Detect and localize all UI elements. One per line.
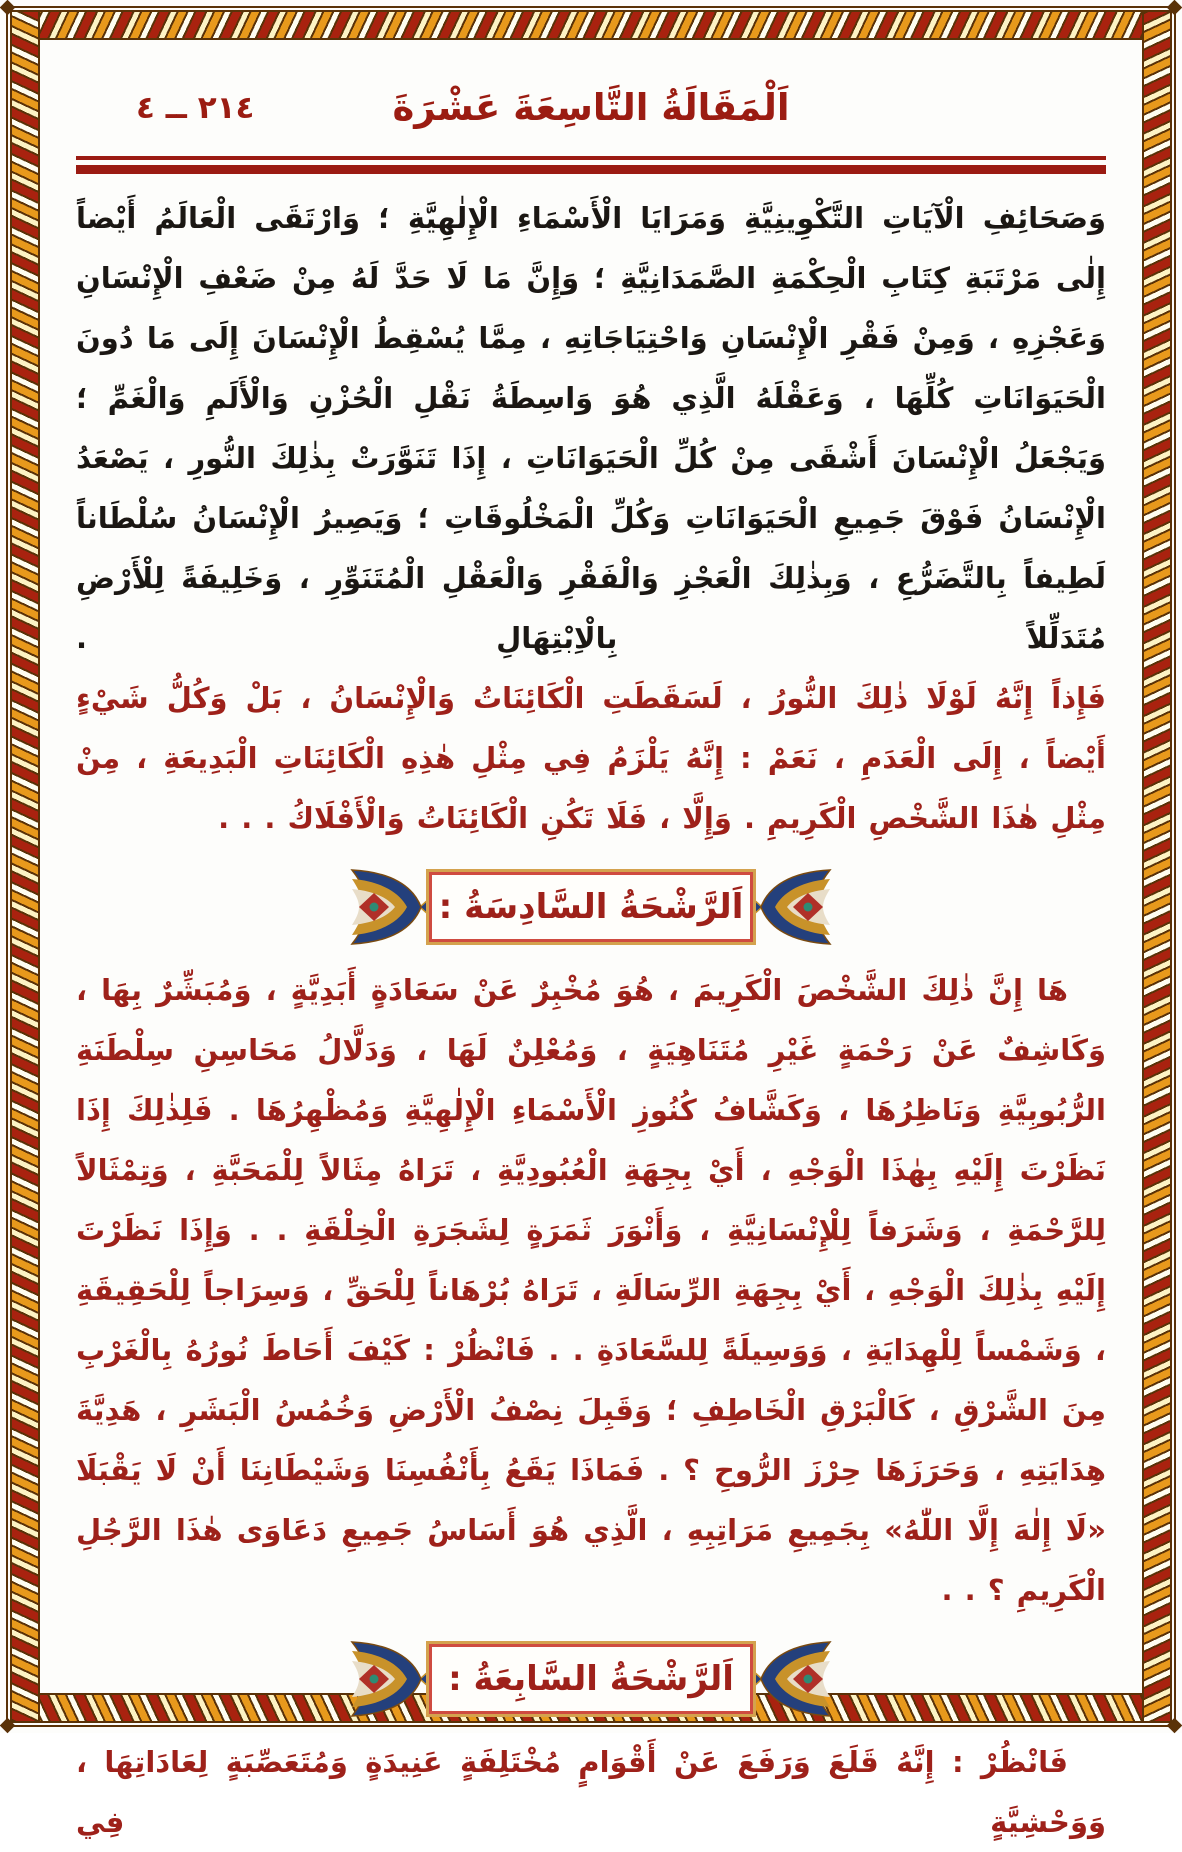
section-ornament-6	[351, 866, 831, 948]
chain-border-right-icon	[1142, 10, 1172, 1723]
header-rule-thick	[76, 165, 1106, 174]
page-title: اَلْمَقَالَةُ التَّاسِعَةَ عَشْرَةَ	[392, 86, 790, 129]
chain-border-top-icon	[10, 10, 1172, 40]
section-ornament-7	[351, 1638, 831, 1720]
paragraph-black: وَصَحَائِفِ الْآيَاتِ التَّكْوِينِيَّةِ وَمَرَايَا الْأَسْمَاءِ الْإِلٰهِيَّةِ ؛ وَارْتَقَى الْعَالَمُ أَيْضاً إِلٰى مَرْتَبَةِ كِتَابِ الْحِكْمَةِ الصَّمَدَانِيَّةِ ؛ وَإِنَّ مَا لَا حَدَّ لَهُ مِنْ ضَعْفِ الْإِنْسَانِ وَعَجْزِهِ ، وَمِنْ فَقْرِ الْإِنْسَانِ وَاحْتِيَاجَاتِهِ ، مِمَّا يُسْقِطُ الْإِنْسَانَ إِلَى مَا دُونَ الْحَيَوَانَاتِ كُلِّهَا ، وَعَقْلَهُ الَّذِي هُوَ وَاسِطَةُ نَقْلِ الْحُزْنِ وَالْأَلَمِ وَالْغَمِّ ؛ وَيَجْعَلُ الْإِنْسَانَ أَشْقَى مِنْ كُلِّ الْحَيَوَانَاتِ ، إِذَا تَنَوَّرَتْ بِذٰلِكَ النُّورِ ، يَصْعَدُ الْإِنْسَانُ فَوْقَ جَمِيعِ الْحَيَوَانَاتِ وَكُلِّ الْمَخْلُوقَاتِ ؛ وَيَصِيرُ الْإِنْسَانُ سُلْطَاناً لَطِيفاً بِالتَّضَرُّعِ ، وَبِذٰلِكَ الْعَجْزِ وَالْفَقْرِ وَالْعَقْلِ الْمُتَنَوِّرِ ، وَخَلِيفَةً لِلْأَرْضِ مُتَدَلِّلاً بِالْاِبْتِهَالِ .	[76, 201, 1106, 655]
paragraph-red-3: فَانْظُرْ : إِنَّهُ قَلَعَ وَرَفَعَ عَنْ أَقْوَامٍ مُخْتَلِفَةٍ عَنِيدَةٍ وَمُتَعَصِّبَةٍ لِعَادَاتِهَا ، وَوَحْشِيَّةٍ فِي	[76, 1745, 1106, 1839]
section-title-6: اَلرَّشْحَةُ السَّادِسَةُ :	[438, 887, 744, 927]
page-header	[76, 62, 1106, 154]
section-title-7: اَلرَّشْحَةُ السَّابِعَةُ :	[448, 1659, 734, 1699]
paragraph-red-1: فَإِذاً إِنَّهُ لَوْلَا ذٰلِكَ النُّورُ ، لَسَقَطَتِ الْكَائِنَاتُ وَالْإِنْسَانُ ، بَلْ وَكُلُّ شَيْءٍ أَيْضاً ، إِلَى الْعَدَمِ ، نَعَمْ : إِنَّهُ يَلْزَمُ فِي مِثْلِ هٰذِهِ الْكَائِنَاتِ الْبَدِيعَةِ ، مِنْ مِثْلِ هٰذَا الشَّخْصِ الْكَرِيمِ . وَإِلَّا ، فَلَا تَكُنِ الْكَائِنَاتُ وَالْأَفْلَاكُ . . .	[76, 681, 1106, 835]
section-title-box	[429, 1644, 753, 1714]
paragraph-red-2: هَا إِنَّ ذٰلِكَ الشَّخْصَ الْكَرِيمَ ، هُوَ مُخْبِرٌ عَنْ سَعَادَةٍ أَبَدِيَّةٍ ، وَمُبَشِّرٌ بِهَا ، وَكَاشِفٌ عَنْ رَحْمَةٍ غَيْرِ مُتَنَاهِيَةٍ ، وَمُعْلِنٌ لَهَا ، وَدَلَّالُ مَحَاسِنِ سِلْطَنَةِ الرُّبُوبِيَّةِ وَنَاظِرُهَا ، وَكَشَّافُ كُنُوزِ الْأَسْمَاءِ الْإِلٰهِيَّةِ وَمُظْهِرُهَا . فَلِذٰلِكَ إِذَا نَظَرْتَ إِلَيْهِ بِهٰذَا الْوَجْهِ ، أَيْ بِجِهَةِ الْعُبُودِيَّةِ ، تَرَاهُ مِثَالاً لِلْمَحَبَّةِ ، وَتِمْثَالاً لِلرَّحْمَةِ ، وَشَرَفاً لِلْإِنْسَانِيَّةِ ، وَأَنْوَرَ ثَمَرَةٍ لِشَجَرَةِ الْخِلْقَةِ . . وَإِذَا نَظَرْتَ إِلَيْهِ بِذٰلِكَ الْوَجْهِ ، أَيْ بِجِهَةِ الرِّسَالَةِ ، تَرَاهُ بُرْهَاناً لِلْحَقِّ ، وَسِرَاجاً لِلْحَقِيقَةِ ، وَشَمْساً لِلْهِدَايَةِ ، وَوَسِيلَةً لِلسَّعَادَةِ . . فَانْظُرْ : كَيْفَ أَحَاطَ نُورُهُ بِالْغَرْبِ مِنَ الشَّرْقِ ، كَالْبَرْقِ الْخَاطِفِ ؛ وَقَبِلَ نِصْفُ الْأَرْضِ وَخُمُسُ الْبَشَرِ ، هَدِيَّةَ هِدَايَتِهِ ، وَحَرَزَهَا حِرْزَ الرُّوحِ ؟ . فَمَاذَا يَقَعُ بِأَنْفُسِنَا وَشَيْطَانِنَا أَنْ لَا يَقْبَلَا «لَا إِلٰهَ إِلَّا اللّٰهُ» بِجَمِيعِ مَرَاتِبِهِ ، الَّذِي هُوَ أَسَاسُ جَمِيعِ دَعَاوَى هٰذَا الرَّجُلِ الْكَرِيمِ ؟ . .	[76, 973, 1106, 1607]
chain-border-left-icon	[10, 10, 40, 1723]
section-title-box	[429, 872, 753, 942]
header-rule	[76, 156, 1106, 174]
page-content	[46, 46, 1136, 1839]
page-number: ٢١٤ ــ ٤	[136, 90, 255, 126]
